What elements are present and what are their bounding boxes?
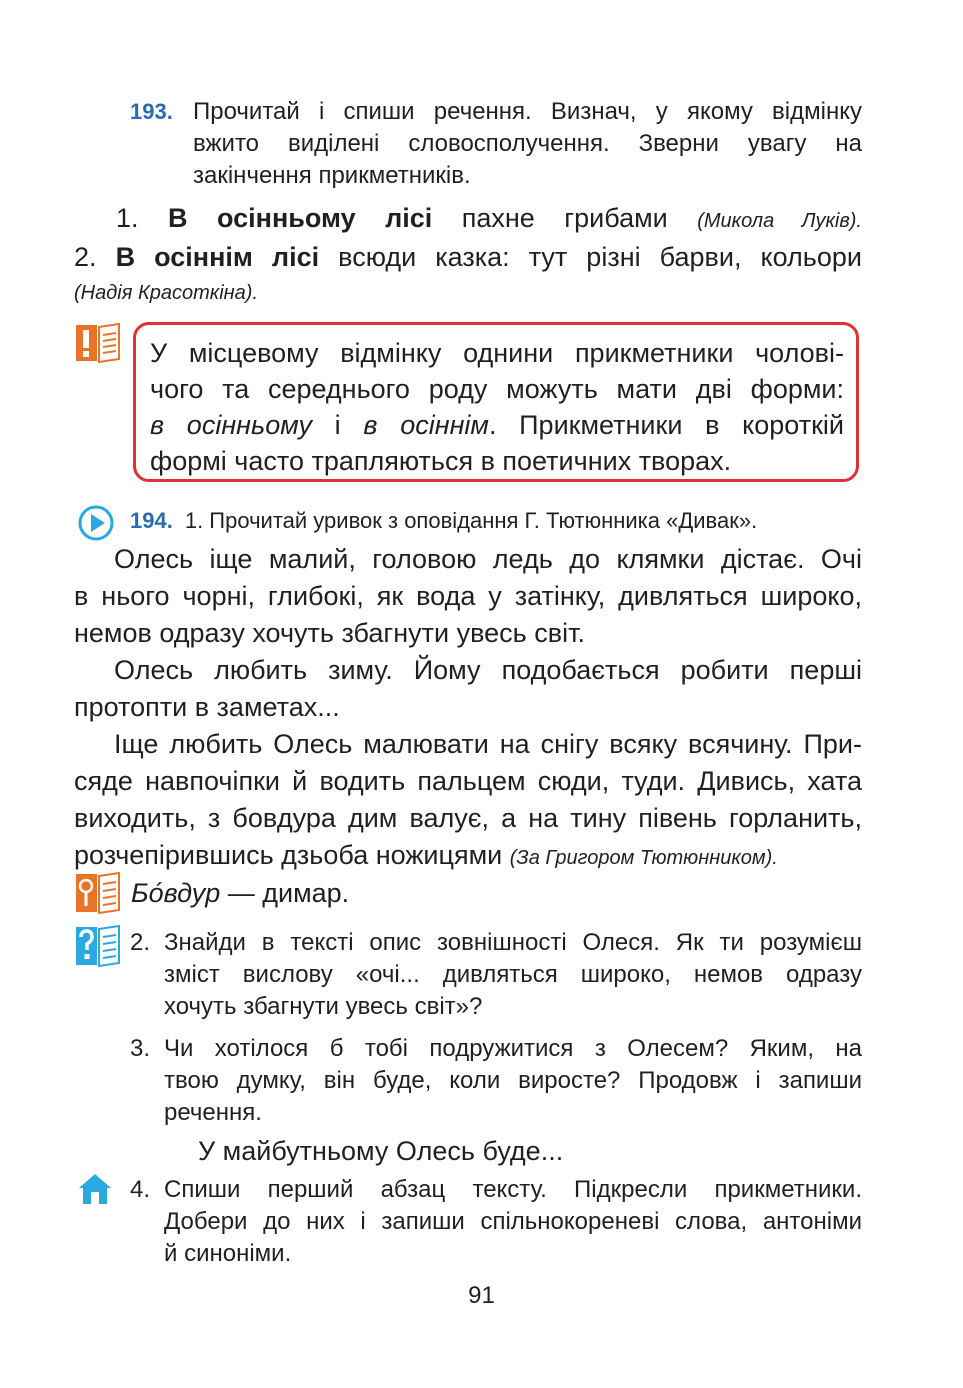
sentence-source: (Надія Красоткіна). <box>74 282 259 304</box>
sentence-source: (Микола Луків). <box>697 210 862 232</box>
play-icon[interactable] <box>78 505 114 546</box>
glossary-word: Бо́вдур <box>131 878 221 908</box>
glossary-entry <box>131 875 349 911</box>
rule-exclamation-book-icon <box>75 323 121 368</box>
instruction-line: вжито виділені словосполучення. Зверни увагу на <box>193 130 862 157</box>
question-line: хочуть збагнути увесь світ»? <box>164 993 483 1020</box>
instruction-line: закінчення прикметників. <box>193 162 471 189</box>
story-source: (За Григором Тютюнником). <box>509 847 778 869</box>
highlighted-phrase: В осінньому лісі <box>168 203 433 233</box>
rule-text: . Прикметники в короткій <box>488 410 844 440</box>
question-line: Спиши перший абзац тексту. Підкресли прикметники. <box>164 1176 862 1203</box>
sentence-text: пахне грибами <box>461 203 668 233</box>
rule-text: і <box>334 410 341 440</box>
glossary-definition: — димар. <box>220 878 350 908</box>
house-icon <box>77 1172 113 1211</box>
task-number: 194. <box>130 508 173 533</box>
question-text <box>164 1174 862 1270</box>
grammar-rule-box <box>133 322 859 482</box>
question-line: й синоніми. <box>164 1240 292 1267</box>
task-title: 1. Прочитай уривок з оповідання Г. Тютюнника «Дивак». <box>184 508 758 533</box>
sentence-text: всюди казка: тут різні барви, кольори <box>338 242 862 272</box>
rule-line: чого та середнього роду можуть мати дві форми: <box>150 374 844 404</box>
story-text: розчепірившись дзьоба ножицями <box>74 840 503 870</box>
sentence-number: 1. <box>116 203 139 233</box>
sentence-1 <box>74 200 862 239</box>
question-text <box>164 927 862 1023</box>
rule-example: в осіннім <box>363 410 489 440</box>
question-line: твою думку, він буде, коли виросте? Продовж і запиши <box>164 1067 862 1094</box>
question-book-icon <box>75 925 121 972</box>
task-instruction <box>193 96 862 192</box>
rule-example: в осінньому <box>150 410 312 440</box>
magnifier-book-icon <box>75 872 121 919</box>
question-line: Чи хотілося б тобі подружитися з Олесем? Яким, на <box>164 1035 862 1062</box>
question-4 <box>130 1174 862 1270</box>
task-194 <box>130 505 862 537</box>
highlighted-phrase: В осіннім лісі <box>115 242 320 272</box>
story-line: сяде навпочіпки й водить пальцем сюди, туди. Дивись, хата <box>74 766 862 796</box>
story-line: Іще любить Олесь малювати на снігу всяку всячину. При- <box>114 729 862 759</box>
question-line: Добери до них і запиши спільнокореневі слова, антоніми <box>164 1208 862 1235</box>
question-text <box>164 1033 862 1129</box>
question-number: 2. <box>130 929 151 956</box>
story-line: немов одразу хочуть збагнути увесь світ. <box>74 618 585 648</box>
page-number: 91 <box>468 1282 495 1309</box>
question-2 <box>130 927 862 1023</box>
sentence-number: 2. <box>74 242 97 272</box>
task-193 <box>130 96 862 192</box>
example-sentences <box>74 200 862 311</box>
question-number: 4. <box>130 1176 151 1203</box>
rule-line: формі часто трапляються в поетичних творах. <box>150 446 732 476</box>
story-line: Олесь любить зиму. Йому подобається робити перші <box>114 655 862 685</box>
instruction-line: Прочитай і спиши речення. Визнач, у якому відмінку <box>193 98 862 125</box>
sentence-2 <box>74 239 862 275</box>
story-line <box>74 837 862 877</box>
question-line: Знайди в тексті опис зовнішності Олеся. Як ти розумієш <box>164 929 862 956</box>
story-line: Олесь іще малий, головою ледь до клямки дістає. Очі <box>114 544 862 574</box>
question-number: 3. <box>130 1035 151 1062</box>
story-excerpt <box>74 541 862 877</box>
sentence-starter: У майбутньому Олесь буде... <box>198 1136 564 1166</box>
story-line: виходить, з бовдура дим валує, а на тину півень горланить, <box>74 803 862 833</box>
question-line: речення. <box>164 1099 262 1126</box>
rule-line: У місцевому відмінку однини прикметники чолові- <box>150 338 844 368</box>
question-3 <box>130 1033 862 1129</box>
question-line: зміст вислову «очі... дивляться широко, немов одразу <box>164 961 862 988</box>
rule-line <box>150 407 844 443</box>
story-line: в нього чорні, глибокі, як вода у затінку, дивляться широко, <box>74 581 862 611</box>
task-number: 193. <box>130 99 173 124</box>
story-line: протопти в заметах... <box>74 692 340 722</box>
